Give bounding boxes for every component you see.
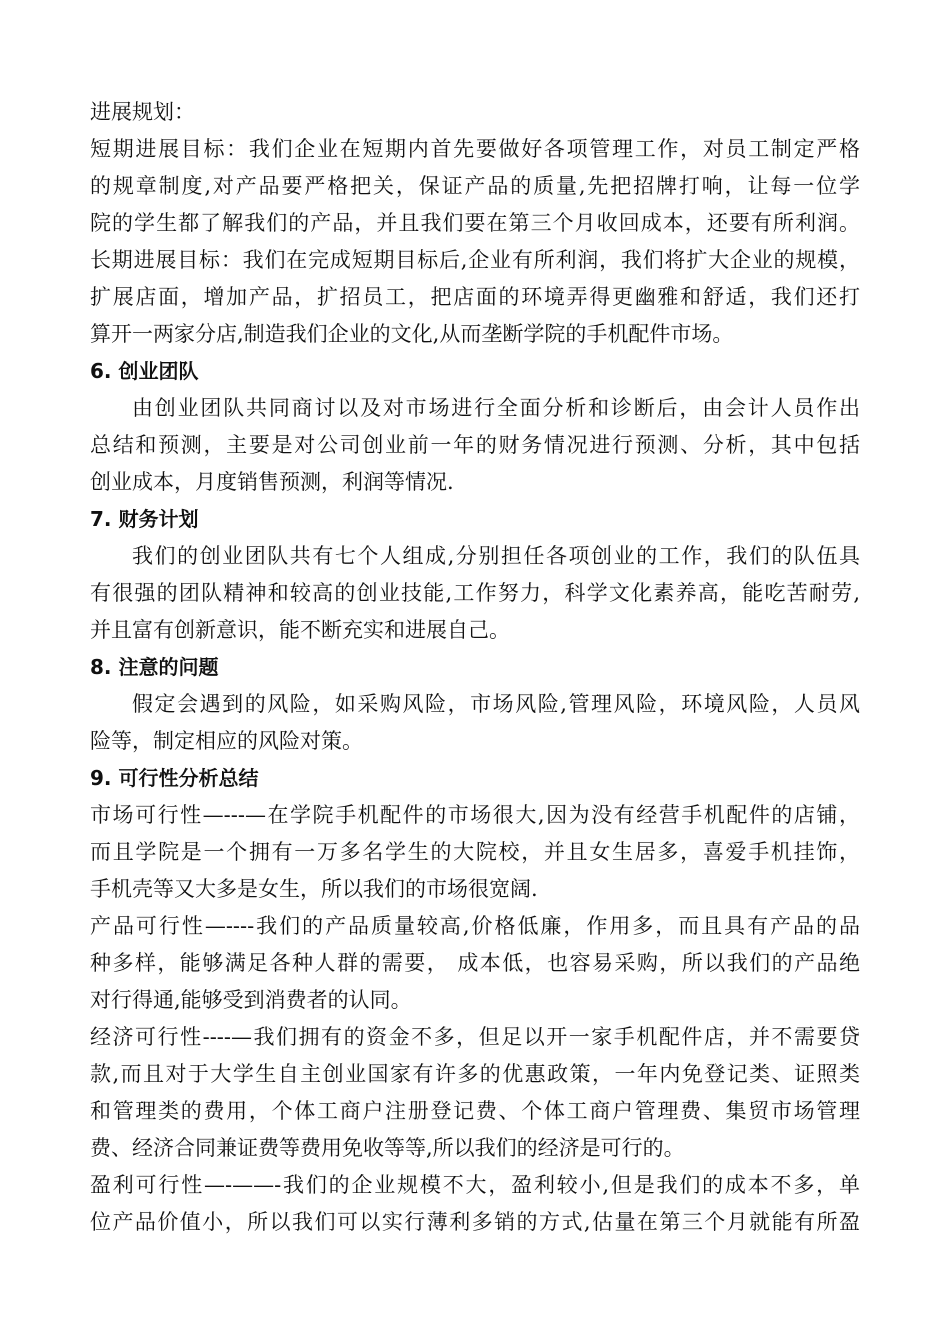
text-line: 而且学院是一个拥有一万多名学生的大院校，并且女生居多，喜爱手机挂饰， xyxy=(90,840,860,864)
text-line: 盈利可行性—-——-我们的企业规模不大，盈利较小,但是我们的成本不多，单 xyxy=(90,1173,860,1197)
text-line: 款,而且对于大学生自主创业国家有许多的优惠政策，一年内免登记类、证照类 xyxy=(90,1062,860,1086)
text-line: 险等，制定相应的风险对策。 xyxy=(90,729,363,753)
text-line: 短期进展目标：我们企业在短期内首先要做好各项管理工作，对员工制定严格 xyxy=(90,137,860,161)
text-line: 对行得通,能够受到消费者的认同。 xyxy=(90,988,412,1012)
text-line: 长期进展目标：我们在完成短期目标后,企业有所利润，我们将扩大企业的规模， xyxy=(90,248,860,272)
section-heading: 7. 财务计划 xyxy=(90,507,199,531)
section-heading: 9. 可行性分析总结 xyxy=(90,766,259,790)
text-line: 我们的创业团队共有七个人组成,分别担任各项创业的工作，我们的队伍具 xyxy=(132,544,860,568)
text-line: 由创业团队共同商讨以及对市场进行全面分析和诊断后，由会计人员作出 xyxy=(132,396,860,420)
text-line: 创业成本，月度销售预测，利润等情况. xyxy=(90,470,454,494)
text-line: 产品可行性—----我们的产品质量较高,价格低廉，作用多，而且具有产品的品 xyxy=(90,914,860,938)
text-line: 手机壳等又大多是女生，所以我们的市场很宽阔. xyxy=(90,877,538,901)
text-line: 经济可行性----—我们拥有的资金不多，但足以开一家手机配件店，并不需要贷 xyxy=(90,1025,860,1049)
section-heading: 8. 注意的问题 xyxy=(90,655,219,679)
text-line: 的规章制度,对产品要严格把关，保证产品的质量,先把招牌打响，让每一位学 xyxy=(90,174,860,198)
text-line: 有很强的团队精神和较高的创业技能,工作努力，科学文化素养高，能吃苦耐劳, xyxy=(90,581,860,605)
text-line: 总结和预测，主要是对公司创业前一年的财务情况进行预测、分析，其中包括 xyxy=(90,433,860,457)
text-line: 扩展店面，增加产品，扩招员工，把店面的环境弄得更幽雅和舒适，我们还打 xyxy=(90,285,860,309)
text-line: 种多样，能够满足各种人群的需要， 成本低，也容易采购，所以我们的产品绝 xyxy=(90,951,860,975)
text-line: 假定会遇到的风险，如采购风险，市场风险,管理风险，环境风险，人员风 xyxy=(132,692,860,716)
text-line: 和管理类的费用，个体工商户注册登记费、个体工商户管理费、集贸市场管理 xyxy=(90,1099,860,1123)
text-line: 算开一两家分店,制造我们企业的文化,从而垄断学院的手机配件市场。 xyxy=(90,322,734,346)
section-heading: 6. 创业团队 xyxy=(90,359,199,383)
text-line: 并且富有创新意识，能不断充实和进展自己。 xyxy=(90,618,510,642)
text-line: 费、经济合同兼证费等费用免收等等,所以我们的经济是可行的。 xyxy=(90,1136,685,1160)
text-line: 院的学生都了解我们的产品，并且我们要在第三个月收回成本，还要有所利润。 xyxy=(90,211,860,235)
text-line: 位产品价值小，所以我们可以实行薄利多销的方式,估量在第三个月就能有所盈 xyxy=(90,1210,860,1234)
text-line: 进展规划： xyxy=(90,100,195,124)
text-line: 市场可行性—---—在学院手机配件的市场很大,因为没有经营手机配件的店铺， xyxy=(90,803,860,827)
